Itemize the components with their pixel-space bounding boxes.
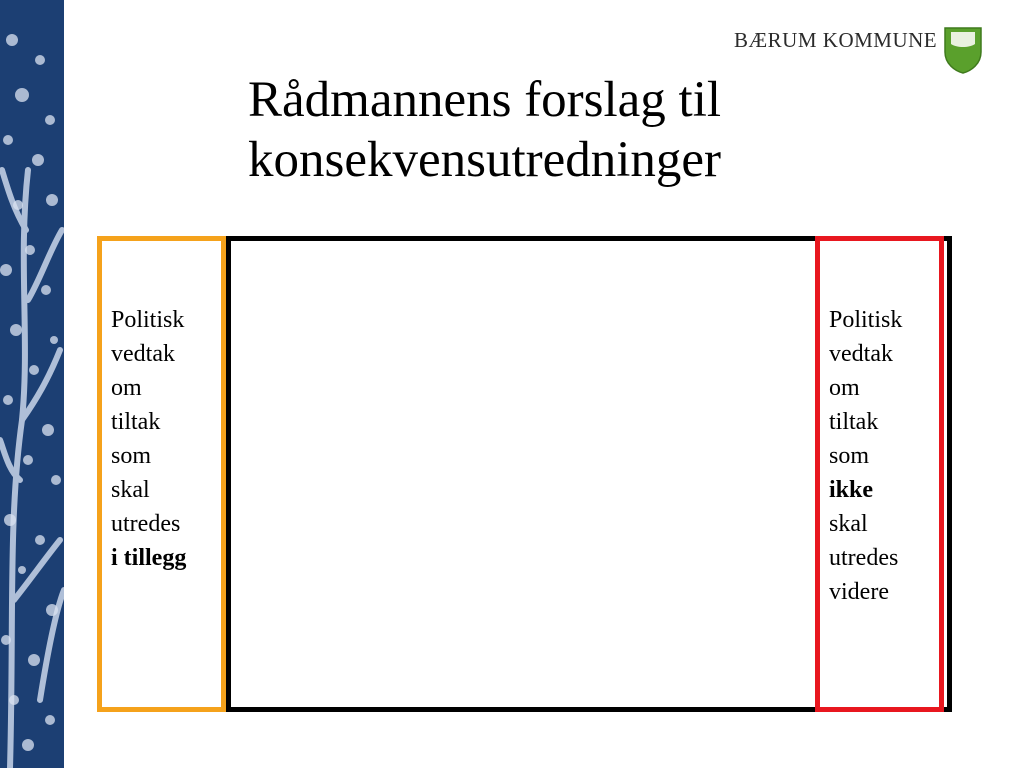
right-line: vedtak [829, 341, 893, 367]
left-line: utredes [111, 511, 181, 537]
left-emphasis: i tillegg [111, 545, 187, 571]
page-title [248, 70, 888, 190]
right-line: utredes [829, 545, 899, 571]
left-line: som [111, 443, 152, 469]
left-line: om [111, 375, 142, 401]
right-line: Politisk [829, 307, 903, 333]
coat-of-arms-icon [943, 26, 983, 74]
left-line: skal [111, 477, 150, 503]
right-box-text [829, 303, 902, 609]
right-emphasis: ikke [829, 477, 874, 503]
right-line: om [829, 375, 860, 401]
left-line: Politisk [111, 307, 185, 333]
right-line: som [829, 443, 870, 469]
right-line: skal [829, 511, 868, 537]
right-line: tiltak [829, 409, 879, 435]
left-line: vedtak [111, 341, 175, 367]
logo-text: BÆRUM KOMMUNE [734, 28, 938, 52]
title-line-1: Rådmannens forslag til [248, 72, 722, 128]
right-line: videre [829, 579, 889, 605]
decorative-tree-strip [0, 0, 64, 768]
tree-branches-image [0, 0, 64, 768]
title-line-2: konsekvensutredninger [248, 132, 722, 188]
left-box-text [111, 303, 186, 575]
left-line: tiltak [111, 409, 161, 435]
